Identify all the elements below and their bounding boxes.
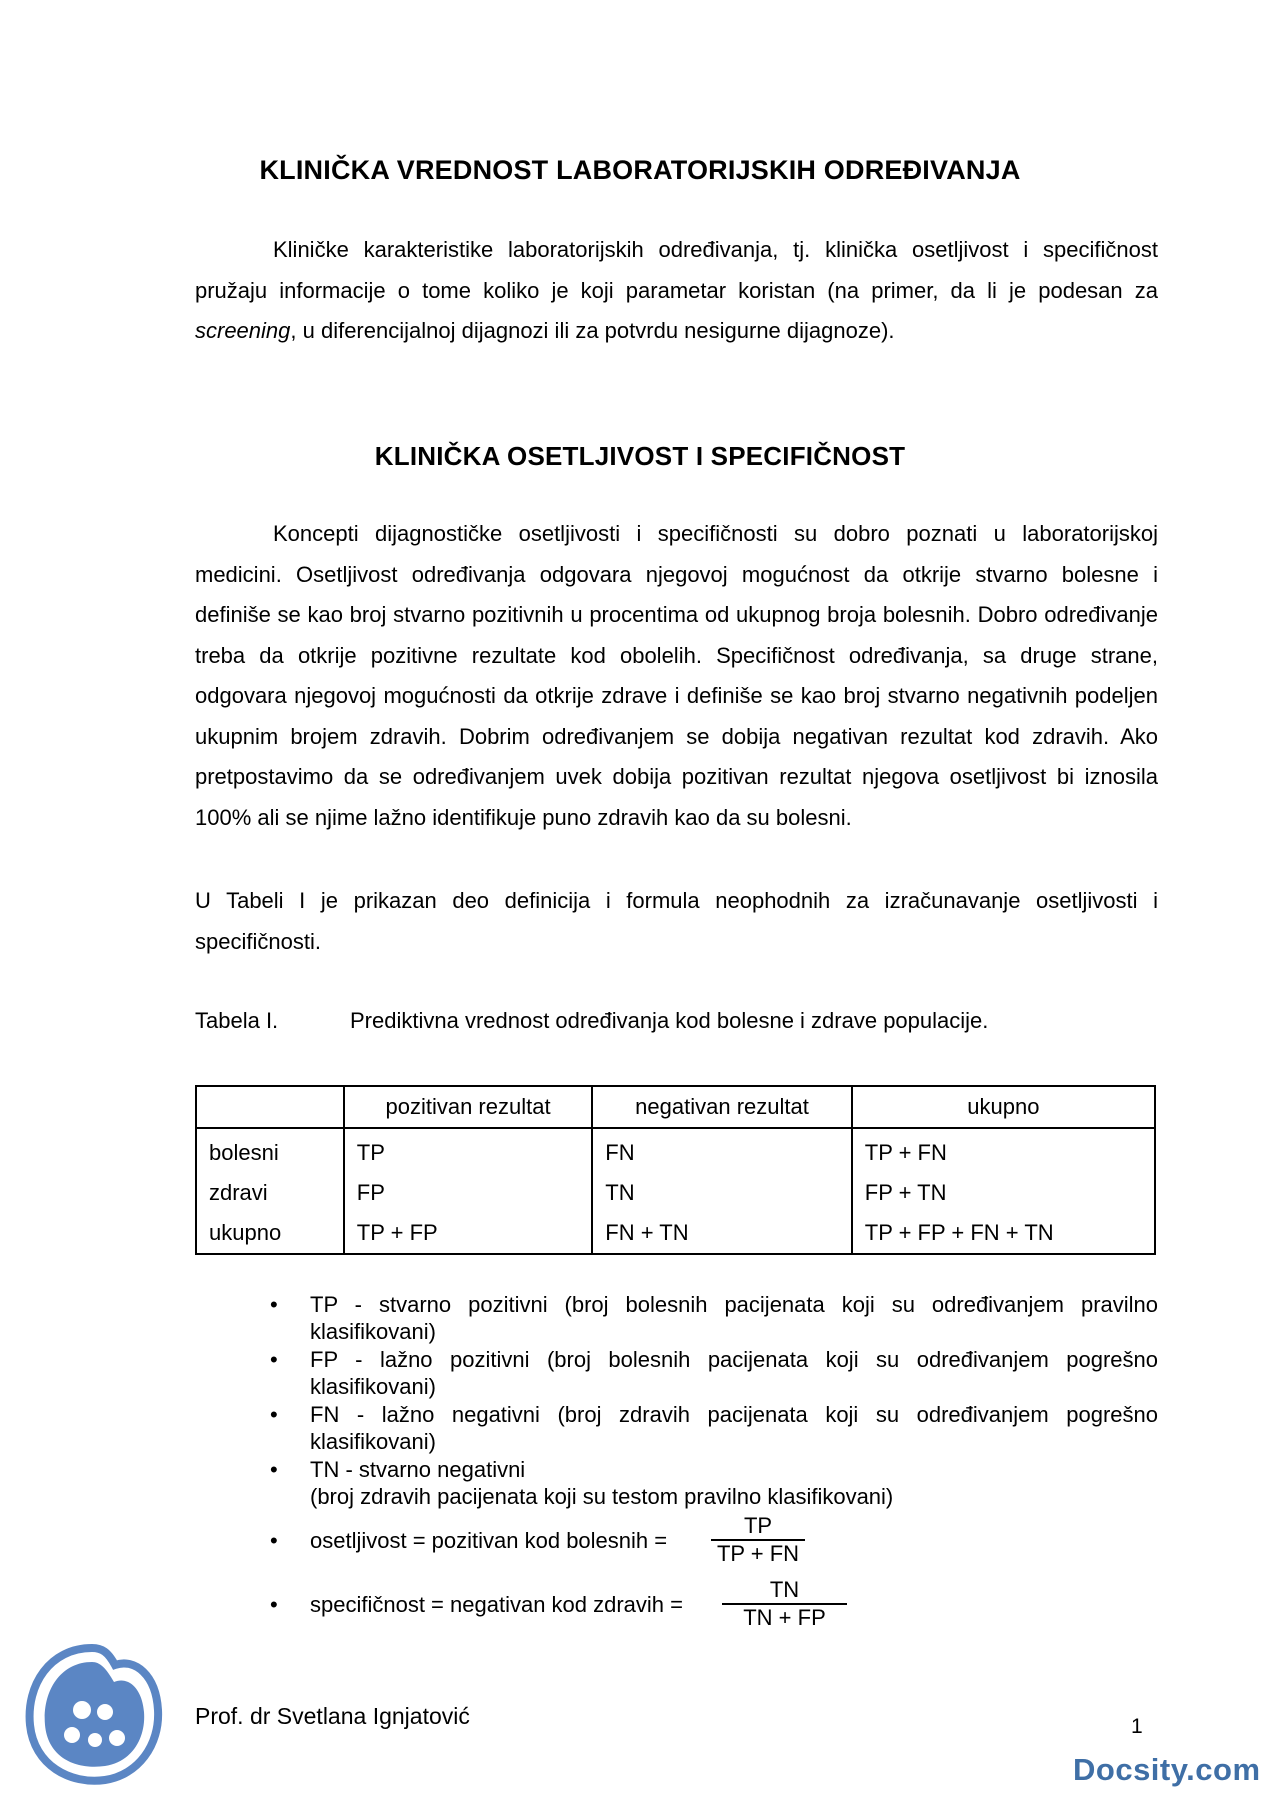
table-cell: FP [344,1173,592,1213]
author-name: Prof. dr Svetlana Ignjatović [195,1703,470,1729]
table-header-cell: negativan rezultat [592,1086,851,1128]
table-row [196,1173,1155,1213]
table-header-cell [196,1086,344,1128]
table-header-row [196,1086,1155,1128]
table-cell: TN [592,1173,851,1213]
bullet-icon: • [270,1292,278,1317]
table-cell: FP + TN [852,1173,1155,1213]
bullet-icon: • [270,1528,278,1553]
bullet-icon: • [270,1347,278,1372]
formula-denominator: TN + FP [743,1605,826,1630]
section-paragraph-text: Koncepti dijagnostičke osetljivosti i specifičnosti su dobro poznati u laboratorijskoj medicini. Osetljivost određivanja odgovara njegovoj mogućnost da otkrije stvarno bolesne i definiše se kao broj stvarno pozitivnih u procentima od ukupnog broja bolesnih. Dobro određivanje treba da otkrije pozitivne rezultate kod obolelih. Specifičnost određivanja, sa druge strane, odgovara njegovoj mogućnosti da otkrije zdrave i definiše se kao broj stvarno negativnih podeljen ukupnim brojem zdravih. Dobrim određivanjem se dobija negativan rezultat kod zdravih. Ako pretpostavimo da se određivanjem uvek dobija pozitivan rezultat njegova osetljivost bi iznosila 100% ali se njime lažno identifikuje puno zdravih kao da su bolesni. [195,521,1158,830]
definition-text: TP - stvarno pozitivni (broj bolesnih pacijenata koji su određivanjem pravilno klasifikovani) [310,1292,1158,1344]
bullet-icon: • [270,1402,278,1427]
definition-text: (broj zdravih pacijenata koji su testom pravilno klasifikovani) [310,1484,894,1509]
section-title: KLINIČKA OSETLJIVOST I SPECIFIČNOST [374,441,906,471]
table-cell: TP + FP + FN + TN [852,1213,1155,1254]
docsity-logo-icon [20,1640,165,1790]
definition-text: FP - lažno pozitivni (broj bolesnih pacijenata koji su određivanjem pogrešno klasifikovani) [310,1347,1158,1399]
list-item [270,1456,1158,1510]
definition-text: TN - stvarno negativni [310,1457,526,1482]
table-cell: zdravi [196,1173,344,1213]
section-paragraph [195,514,1158,838]
table-cell: TP + FN [852,1128,1155,1173]
table-row [196,1128,1155,1173]
table-cell: ukupno [196,1213,344,1254]
predictive-value-table [195,1085,1156,1255]
table-cell: bolesni [196,1128,344,1173]
table-cell: TP + FP [344,1213,592,1254]
list-item [270,1401,1158,1455]
formula-numerator: TN [722,1577,847,1605]
formula-label: osetljivost = pozitivan kod bolesnih = [310,1528,668,1553]
table-intro-paragraph: U Tabeli I je prikazan deo definicija i formula neophodnih za izračunavanje osetljivosti i specifičnosti. [195,888,1158,954]
page-number: 1 [1131,1715,1143,1738]
intro-text-2: , u diferencijalnoj dijagnozi ili za potvrdu nesigurne dijagnoze). [290,318,895,343]
definition-text: FN - lažno negativni (broj zdravih pacijenata koji su određivanjem pogrešno klasifikovani) [310,1402,1158,1454]
table-header-cell: pozitivan rezultat [344,1086,592,1128]
table-cell: FN [592,1128,851,1173]
table-caption-text: Prediktivna vrednost određivanja kod bolesne i zdrave populacije. [350,1008,989,1033]
formula-numerator: TP [711,1513,805,1541]
bullet-icon: • [270,1457,278,1482]
formula-label: specifičnost = negativan kod zdravih = [310,1592,684,1617]
formula-fraction [722,1577,847,1631]
intro-paragraph [195,230,1158,352]
table-header-cell: ukupno [852,1086,1155,1128]
list-item [270,1291,1158,1345]
table-row [196,1213,1155,1254]
table-caption-label: Tabela I. [195,1008,279,1033]
formula-fraction [711,1513,805,1567]
formula-denominator: TP + FN [716,1541,800,1566]
intro-italic: screening [195,318,291,343]
intro-text-1: Kliničke karakteristike laboratorijskih određivanja, tj. klinička osetljivost i specifičnost pružaju informacije o tome koliko je koji parametar koristan (na primer, da li je podesan za [195,237,1158,303]
docsity-brand-link[interactable]: Docsity.com [1073,1752,1261,1787]
list-item [270,1346,1158,1400]
page-title: KLINIČKA VREDNOST LABORATORIJSKIH ODREĐIVANJA [259,155,1021,185]
table-cell: FN + TN [592,1213,851,1254]
table-cell: TP [344,1128,592,1173]
bullet-icon: • [270,1592,278,1617]
definitions-list [270,1291,1158,1510]
